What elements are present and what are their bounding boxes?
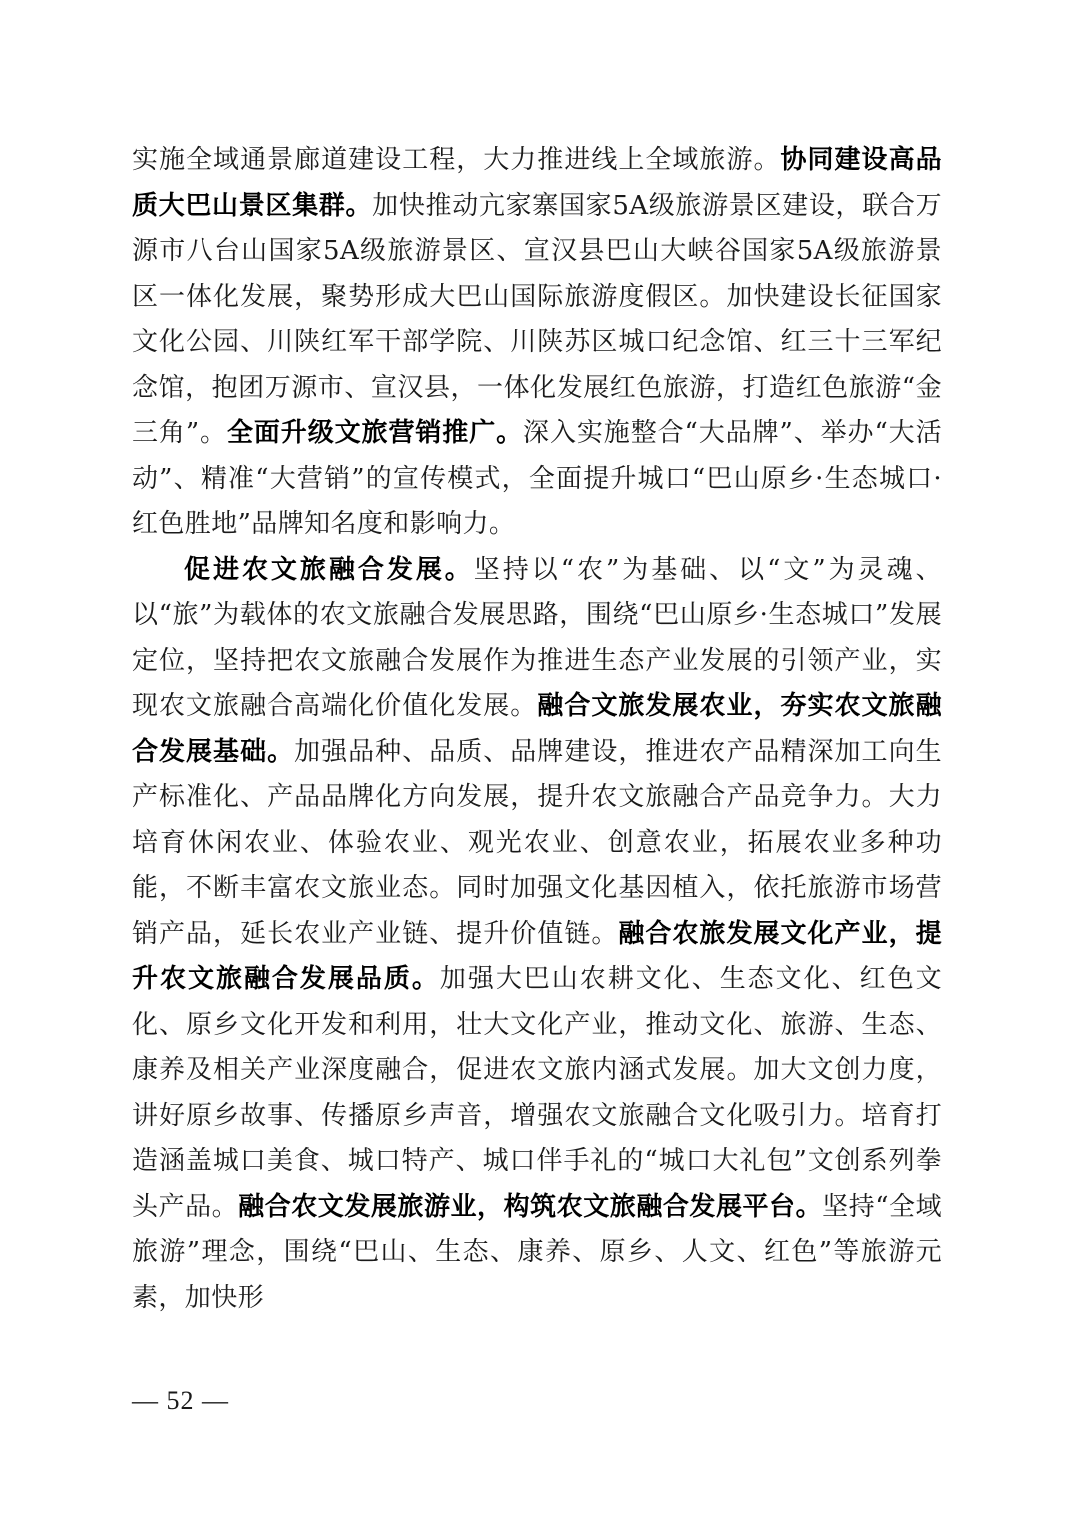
paragraph-2-segment-4: 坚持“全域旅游”理念，围绕“巴山、生态、康养、原乡、人文、红色”等旅游元素，加快形 xyxy=(132,1191,942,1313)
paragraph-2-heading-4: 融合农文发展旅游业，构筑农文旅融合发展平台。 xyxy=(238,1191,823,1222)
paragraph-1 xyxy=(132,138,942,548)
paragraph-2-segment-2: 加强品种、品质、品牌建设，推进农产品精深加工向生产标准化、产品品牌化方向发展，提升农文旅融合产品竞争力。大力培育休闲农业、体验农业、观光农业、创意农业，拓展农业多种功能，不断丰富农文旅业态。同时加强文化基因植入，依托旅游市场营销产品，延长农业产业链、提升价值链。 xyxy=(132,736,942,949)
paragraph-2-heading-2: 融合文旅发展农业，夯实农文旅融合发展基础。 xyxy=(132,691,942,767)
paragraph-2-segment-3: 加强大巴山农耕文化、生态文化、红色文化、原乡文化开发和利用，壮大文化产业，推动文化、旅游、生态、康养及相关产业深度融合，促进农文旅内涵式发展。加大文创力度，讲好原乡故事、传播原乡声音，增强农文旅融合文化吸引力。培育打造涵盖城口美食、城口特产、城口伴手礼的“城口大礼包”文创系列拳头产品。 xyxy=(132,964,942,1222)
page-number: — 52 — xyxy=(132,1386,229,1415)
paragraph-2-heading-1: 促进农文旅融合发展。 xyxy=(184,554,474,585)
paragraph-1-heading-1: 协同建设高品质大巴山景区集群。 xyxy=(132,145,942,221)
paragraph-2 xyxy=(132,548,942,1322)
paragraph-1-segment-1: 实施全域通景廊道建设工程，大力推进线上全域旅游。 xyxy=(132,145,781,175)
paragraph-2-heading-3: 融合农旅发展文化产业，提升农文旅融合发展品质。 xyxy=(132,918,942,994)
paragraph-2-segment-1: 坚持以“农”为基础、以“文”为灵魂、以“旅”为载体的农文旅融合发展思路，围绕“巴山原乡·生态城口”发展定位，坚持把农文旅融合发展作为推进生态产业发展的引领产业，实现农文旅融合高端化价值化发展。 xyxy=(132,554,942,721)
paragraph-1-segment-3: 深入实施整合“大品牌”、举办“大活动”、精准“大营销”的宣传模式，全面提升城口“巴山原乡·生态城口·红色胜地”品牌知名度和影响力。 xyxy=(132,418,942,539)
paragraph-1-segment-2: 加快推动亢家寨国家5A级旅游景区建设，联合万源市八台山国家5A级旅游景区、宣汉县巴山大峡谷国家5A级旅游景区一体化发展，聚势形成大巴山国际旅游度假区。加快建设长征国家文化公园、川陕红军干部学院、川陕苏区城口纪念馆、红三十三军纪念馆，抱团万源市、宣汉县，一体化发展红色旅游，打造红色旅游“金三角”。 xyxy=(132,190,942,448)
document-body xyxy=(132,138,942,1321)
paragraph-1-heading-2: 全面升级文旅营销推广。 xyxy=(226,418,524,448)
